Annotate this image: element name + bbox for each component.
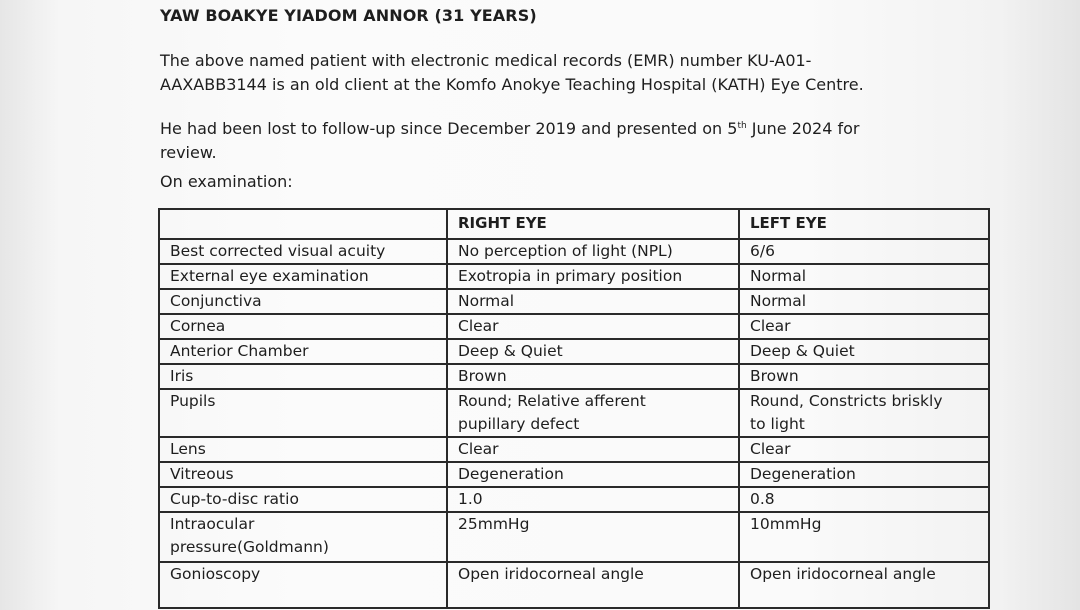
table-row xyxy=(159,289,989,314)
right-eye-value: Clear xyxy=(447,314,739,339)
row-label: Vitreous xyxy=(159,462,447,487)
follow-up-paragraph xyxy=(160,117,860,165)
header-right-eye: RIGHT EYE xyxy=(447,209,739,239)
right-eye-value: Degeneration xyxy=(447,462,739,487)
table-row xyxy=(159,264,989,289)
left-eye-value: Clear xyxy=(739,437,989,462)
left-eye-value: Normal xyxy=(739,264,989,289)
date-ordinal-suffix: th xyxy=(737,121,747,131)
right-eye-value: 25mmHg xyxy=(447,512,739,562)
row-label: Lens xyxy=(159,437,447,462)
row-label: Conjunctiva xyxy=(159,289,447,314)
right-eye-value: Exotropia in primary position xyxy=(447,264,739,289)
examination-table xyxy=(158,208,990,609)
table-row xyxy=(159,437,989,462)
row-label: External eye examination xyxy=(159,264,447,289)
table-row xyxy=(159,239,989,264)
row-label: Cup-to-disc ratio xyxy=(159,487,447,512)
table-row xyxy=(159,364,989,389)
right-eye-value: Deep & Quiet xyxy=(447,339,739,364)
right-eye-value xyxy=(447,389,739,437)
left-eye-value: Degeneration xyxy=(739,462,989,487)
table-row xyxy=(159,462,989,487)
intro-line-2: AAXABB3144 is an old client at the Komfo Anokye Teaching Hospital (KATH) Eye Centre. xyxy=(160,75,864,94)
follow-up-line-2: review. xyxy=(160,143,217,162)
table-row xyxy=(159,314,989,339)
row-label: Anterior Chamber xyxy=(159,339,447,364)
table-row xyxy=(159,389,989,437)
left-eye-value: 0.8 xyxy=(739,487,989,512)
left-eye-value: 6/6 xyxy=(739,239,989,264)
row-label: Gonioscopy xyxy=(159,562,447,608)
right-eye-value: No perception of light (NPL) xyxy=(447,239,739,264)
table-row xyxy=(159,339,989,364)
row-label: Best corrected visual acuity xyxy=(159,239,447,264)
right-eye-value: Brown xyxy=(447,364,739,389)
row-label-line-1: Intraocular xyxy=(170,515,255,533)
right-eye-value: Open iridocorneal angle xyxy=(447,562,739,608)
right-eye-value-line-1: Round; Relative afferent xyxy=(458,392,646,410)
left-eye-value-line-2: to light xyxy=(750,415,805,433)
left-eye-value: Open iridocorneal angle xyxy=(739,562,989,608)
left-eye-value-line-1: Round, Constricts briskly xyxy=(750,392,943,410)
right-eye-value-line-2: pupillary defect xyxy=(458,415,580,433)
left-eye-value: Normal xyxy=(739,289,989,314)
right-eye-value: 1.0 xyxy=(447,487,739,512)
header-left-eye: LEFT EYE xyxy=(739,209,989,239)
table-row xyxy=(159,487,989,512)
row-label: Iris xyxy=(159,364,447,389)
intro-line-1: The above named patient with electronic medical records (EMR) number KU-A01- xyxy=(160,51,812,70)
row-label-line-2: pressure(Goldmann) xyxy=(170,538,329,556)
row-label: Cornea xyxy=(159,314,447,339)
table-row xyxy=(159,512,989,562)
intro-paragraph xyxy=(160,49,864,97)
header-label-cell xyxy=(159,209,447,239)
row-label xyxy=(159,512,447,562)
right-eye-value: Clear xyxy=(447,437,739,462)
left-eye-value: 10mmHg xyxy=(739,512,989,562)
table-row xyxy=(159,562,989,608)
table-header-row xyxy=(159,209,989,239)
left-eye-value: Brown xyxy=(739,364,989,389)
follow-up-line-1a: He had been lost to follow-up since December 2019 and presented on 5 xyxy=(160,119,738,138)
right-eye-value: Normal xyxy=(447,289,739,314)
row-label: Pupils xyxy=(159,389,447,437)
examination-label: On examination: xyxy=(160,172,293,191)
left-eye-value: Deep & Quiet xyxy=(739,339,989,364)
patient-name-heading: YAW BOAKYE YIADOM ANNOR (31 YEARS) xyxy=(160,6,537,25)
follow-up-line-1b: June 2024 for xyxy=(746,119,860,138)
left-eye-value xyxy=(739,389,989,437)
left-eye-value: Clear xyxy=(739,314,989,339)
